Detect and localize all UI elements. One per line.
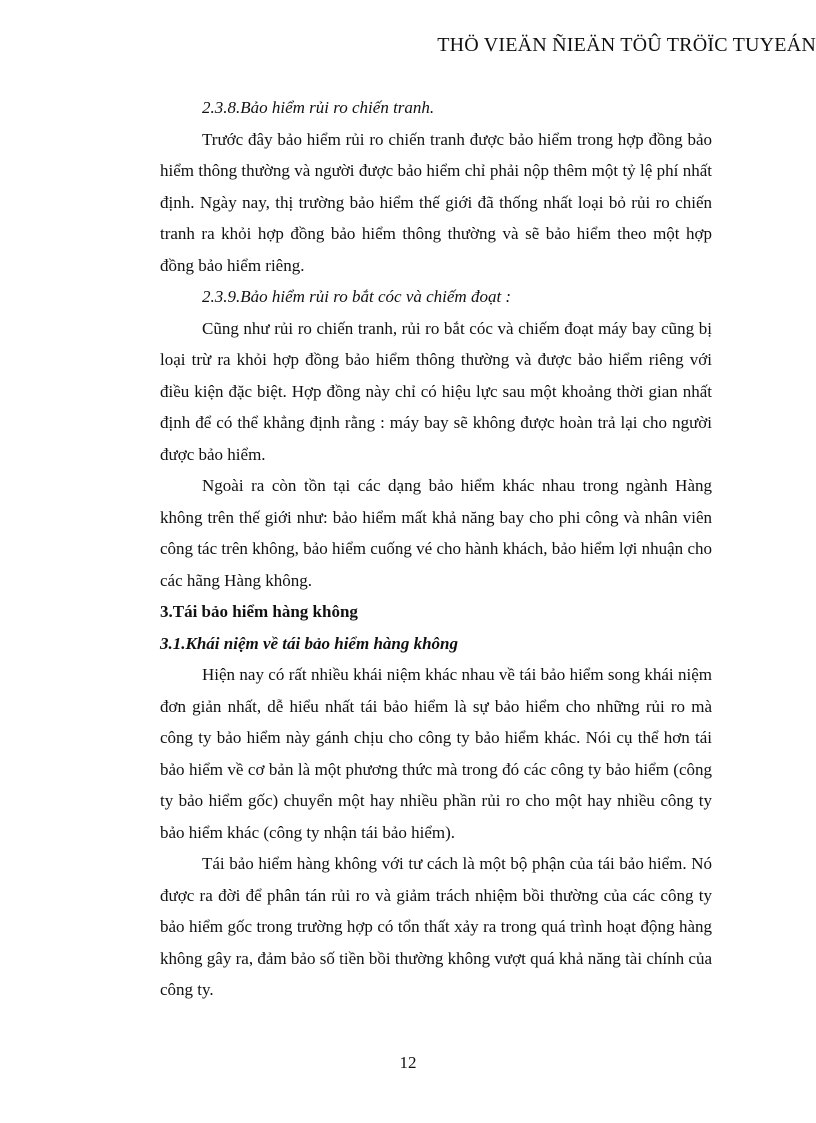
page-number: 12 xyxy=(399,1053,417,1072)
section-3-1-paragraph-2: Tái bảo hiểm hàng không với tư cách là một bộ phận của tái bảo hiểm. Nó được ra đời để phân tán rủi ro và giảm trách nhiệm bồi thường của các công ty bảo hiểm gốc trong trường hợp có tổn thất xảy ra trong quá trình hoạt động hàng không gây ra, đảm bảo số tiền bồi thường không vượt quá khả năng tài chính của công ty. xyxy=(160,854,712,999)
section-2-3-8-heading: 2.3.8.Bảo hiểm rủi ro chiến tranh. xyxy=(202,98,435,117)
section-2-3-9-paragraph: Cũng như rủi ro chiến tranh, rủi ro bắt cóc và chiếm đoạt máy bay cũng bị loại trừ ra khỏi hợp đồng bảo hiểm thông thường và được bảo hiểm riêng với điều kiện đặc biệt. Hợp đồng này chỉ có hiệu lực sau một khoảng thời gian nhất định để có thể khẳng định rằng : máy bay sẽ không được hoàn trả lại cho người được bảo hiểm. xyxy=(160,318,712,464)
other-insurance-types-paragraph: Ngoài ra còn tồn tại các dạng bảo hiểm khác nhau trong ngành Hàng không trên thế giới như: bảo hiểm mất khả năng bay cho phi công và nhân viên công tác trên không, bảo hiểm cuống vé cho hành khách, bảo hiểm lợi nhuận cho các hãng Hàng không. xyxy=(160,476,712,590)
running-header: THÖ VIEÄN ÑIEÄN TÖÛ TRÖÏC TUYEÁN xyxy=(437,34,816,56)
section-3-1-paragraph-1: Hiện nay có rất nhiều khái niệm khác nhau về tái bảo hiểm song khái niệm đơn giản nhất, dễ hiểu nhất tái bảo hiểm là sự bảo hiểm cho những rủi ro mà công ty bảo hiểm này gánh chịu cho công ty bảo hiểm khác. Nói cụ thể hơn tái bảo hiểm về cơ bản là một phương thức mà trong đó các công ty bảo hiểm (công ty bảo hiểm gốc) chuyển một hay nhiều phần rủi ro cho một hay nhiều công ty bảo hiểm khác (công ty nhận tái bảo hiểm). xyxy=(160,665,712,842)
document-body xyxy=(160,92,712,1006)
section-2-3-8-paragraph: Trước đây bảo hiểm rủi ro chiến tranh được bảo hiểm trong hợp đồng bảo hiểm thông thường và người được bảo hiểm chỉ phải nộp thêm một tỷ lệ phí nhất định. Ngày nay, thị trường bảo hiểm thế giới đã thống nhất loại bỏ rủi ro chiến tranh ra khỏi hợp đồng bảo hiểm thông thường và sẽ bảo hiểm theo một hợp đồng bảo hiểm riêng. xyxy=(160,129,712,275)
section-3-heading: 3.Tái bảo hiểm hàng không xyxy=(160,602,358,621)
section-3-1-heading: 3.1.Khái niệm về tái bảo hiểm hàng không xyxy=(160,633,459,653)
section-2-3-9-heading: 2.3.9.Bảo hiểm rủi ro bắt cóc và chiếm đoạt : xyxy=(202,287,512,306)
